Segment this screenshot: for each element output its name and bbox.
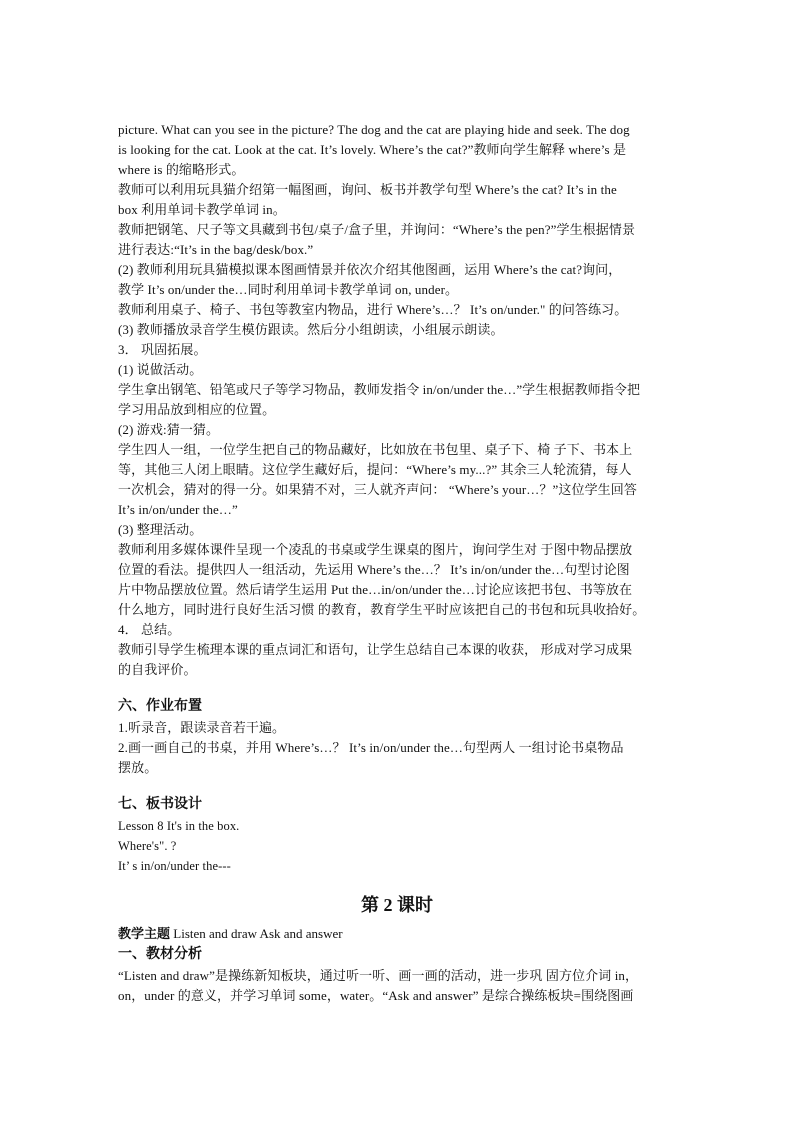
board-line: It’ s in/on/under the--- [118,859,231,873]
textbook-analysis-heading: 一、教材分析 [118,947,202,962]
body-line: (2) 游戏:猜一猜。 [118,422,220,437]
board-line: Lesson 8 It's in the box. [118,819,240,833]
body-line: 的自我评价。 [118,662,197,677]
body-line: 等，其他三人闭上眼睛。这位学生藏好后，提问：“Where’s my...?” 其余三人轮流猜，每人 [118,462,632,477]
section-spacer [118,778,676,790]
document-page [118,120,676,1006]
analysis-line: on，under 的意义，并学习单词 some，water。“Ask and answer” 是综合操练板块=围绕图画 [118,988,634,1003]
homework-heading: 六、作业布置 [118,699,202,714]
body-line: 学生四人一组，一位学生把自己的物品藏好，比如放在书包里、桌子下、椅 子下、书本上 [118,442,633,457]
body-line: 教师引导学生梳理本课的重点词汇和语句，让学生总结自己本课的收获， 形成对学习成果 [118,642,633,657]
body-line: 4． 总结。 [118,622,181,637]
lesson2-section [118,890,676,1006]
body-line: (3) 教师播放录音学生模仿跟读。然后分小组朗读，小组展示朗读。 [118,322,504,337]
body-line: 教学 It’s on/under the…同时利用单词卡教学单词 on, under。 [118,282,459,297]
board-design-section [118,794,676,876]
body-line: picture. What can you see in the picture? The dog and the cat are playing hide and seek. The dog [118,122,630,137]
board-line: Where's". ? [118,839,177,853]
body-line: 进行表达:“It’s in the bag/desk/box.” [118,242,314,257]
analysis-line: “Listen and draw”是操练新知板块，通过听一听、画一画的活动，进一步巩 固方位介词 in， [118,968,639,983]
body-line: It’s in/on/under the…” [118,502,238,517]
homework-line: 摆放。 [118,760,158,775]
homework-line: 2.画一画自己的书桌，并用 Where’s…？ It’s in/on/under the…句型两人 一组讨论书桌物品 [118,740,624,755]
body-line: 教师可以利用玩具猫介绍第一幅图画，询问、板书并教学句型 Where’s the cat? It’s in the [118,182,617,197]
body-line: 什么地方，同时进行良好生活习惯 的教育，教育学生平时应该把自己的书包和玩具收拾好。 [118,602,646,617]
board-design-heading: 七、板书设计 [118,797,202,812]
section-spacer [118,680,676,692]
lesson1-body [118,120,676,680]
body-line: (2) 教师利用玩具猫模拟课本图画情景并依次介绍其他图画，运用 Where’s the cat?询问， [118,262,622,277]
body-line: 一次机会，猜对的得一分。如果猜不对，三人就齐声问： “Where’s your…？”这位学生回答 [118,482,637,497]
body-line: 学生拿出钢笔、铅笔或尺子等学习物品，教师发指令 in/on/under the…”学生根据教师指令把 [118,382,641,397]
topic-value: Listen and draw Ask and answer [173,926,343,941]
body-line: 学习用品放到相应的位置。 [118,402,276,417]
body-line: 位置的看法。提供四人一组活动，先运用 Where’s the…？ It’s in/on/under the…句型讨论图 [118,562,630,577]
body-line: is looking for the cat. Look at the cat. It’s lovely. Where’s the cat?”教师向学生解释 where’s 是 [118,142,627,157]
body-line: box 利用单词卡教学单词 in。 [118,202,286,217]
body-line: 片中物品摆放位置。然后请学生运用 Put the…in/on/under the…讨论应该把书包、书等放在 [118,582,633,597]
body-line: (1) 说做活动。 [118,362,203,377]
topic-label: 教学主题 [118,926,171,941]
lesson2-topic [118,924,676,944]
lesson2-title: 第 2 课时 [361,895,433,915]
body-line: 3． 巩固拓展。 [118,342,207,357]
body-line: 教师利用桌子、椅子、书包等教室内物品，进行 Where’s…？ It’s on/under." 的问答练习。 [118,302,628,317]
body-line: where is 的缩略形式。 [118,162,245,177]
body-line: (3) 整理活动。 [118,522,203,537]
homework-section [118,696,676,778]
homework-line: 1.听录音，跟读录音若干遍。 [118,720,286,735]
body-line: 教师利用多媒体课件呈现一个凌乱的书桌或学生课桌的图片，询问学生对 于图中物品摆放 [118,542,633,557]
body-line: 教师把钢笔、尺子等文具藏到书包/桌子/盒子里，并询问：“Where’s the pen?”学生根据情景 [118,222,636,237]
